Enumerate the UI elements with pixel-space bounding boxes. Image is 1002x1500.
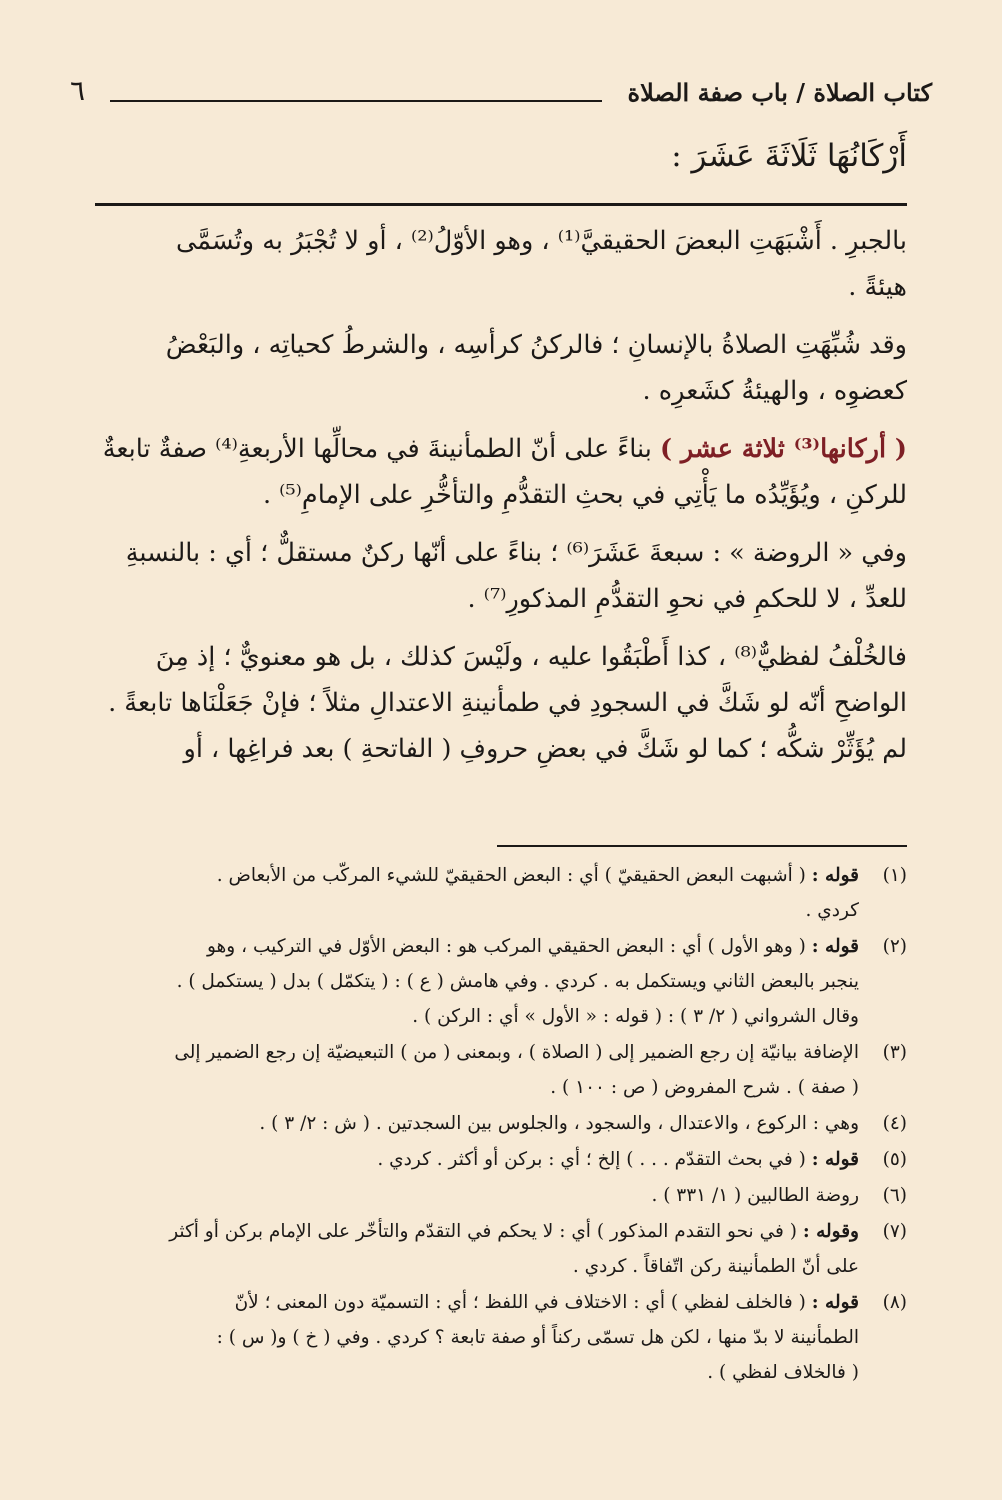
commentary-line: الواضحِ أنّه لو شَكَّ في السجودِ في طمأنينةِ الاعتدالِ مثلاً ؛ فإنْ جَعَلْنَاها تابعةً . xyxy=(108,688,907,718)
running-header xyxy=(70,74,932,114)
commentary-line: كعضوِه ، والهيئةُ كشَعرِه . xyxy=(642,376,907,406)
commentary-line: فالخُلْفُ لفظيٌّ⁽⁸⁾ ، كذا أَطْبَقُوا عليه ، ولَيْسَ كذلك ، بل هو معنويٌّ ؛ إذ مِنَ xyxy=(155,642,907,672)
commentary xyxy=(95,218,907,784)
commentary-line: وفي « الروضة » : سبعةَ عَشَرَ⁽⁶⁾ ؛ بناءً على أنّها ركنٌ مستقلٌّ ؛ أي : بالنسبةِ xyxy=(125,538,907,568)
footnote-number: (٤) xyxy=(882,1113,907,1134)
footnote-keyword: قوله : xyxy=(811,1149,859,1170)
footnote xyxy=(95,858,907,928)
footnote-text xyxy=(95,858,859,928)
footnote-line: ينجبر بالبعض الثاني ويستكمل به . كردي . وفي هامش ( ع ) : ( يتكمّل ) بدل ( يستكمل ) . xyxy=(176,971,859,992)
footnote-number: (٦) xyxy=(882,1185,907,1206)
footnotes xyxy=(95,858,907,1391)
footnote-line: وقال الشرواني ( ٢/ ٣ ) : ( قوله : « الأول » أي : الركن ) . xyxy=(412,1006,859,1027)
commentary-line: هيئةً . xyxy=(848,272,907,302)
footnote-number: (٨) xyxy=(882,1292,907,1313)
footnote-line: ( فالخلاف لفظي ) . xyxy=(707,1362,859,1383)
footnote-line: قوله : ( أشبهت البعض الحقيقيّ ) أي : البعض الحقيقيّ للشيء المركّب من الأبعاض . xyxy=(216,865,859,886)
footnote-keyword: قوله : xyxy=(811,1292,859,1313)
commentary-line: للركنِ ، ويُؤَيِّدُه ما يَأْتِي في بحثِ التقدُّمِ والتأخُّرِ على الإمامِ⁽⁵⁾ . xyxy=(262,480,907,510)
page-number: ٦ xyxy=(70,74,86,107)
footnote xyxy=(95,1285,907,1390)
commentary-line: بالجبرِ . أَشْبَهَتِ البعضَ الحقيقيَّ⁽¹⁾ ، وهو الأوّلُ⁽²⁾ ، أو لا تُجْبَرُ به وتُسَمَّى xyxy=(175,226,907,256)
commentary-line: وقد شُبِّهَتِ الصلاةُ بالإنسانِ ؛ فالركنُ كرأسِه ، والشرطُ كحياتِه ، والبَعْضُ xyxy=(165,330,907,360)
footnote-text xyxy=(95,1035,859,1105)
footnote-number: (٧) xyxy=(882,1221,907,1242)
footnote-text xyxy=(95,1142,859,1177)
commentary-line: للعدِّ ، لا للحكمِ في نحوِ التقدُّمِ المذكورِ⁽⁷⁾ . xyxy=(467,584,907,614)
running-title: كتاب الصلاة / باب صفة الصلاة xyxy=(627,78,932,107)
footnote-line: الطمأنينة لا بدّ منها ، لكن هل تسمّى ركناً أو صفة تابعة ؟ كردي . وفي ( خ ) و( س ) : xyxy=(216,1327,859,1348)
commentary-paragraph xyxy=(95,530,907,622)
footnote xyxy=(95,1106,907,1141)
footnote-line: كردي . xyxy=(805,900,859,921)
footnote-keyword: قوله : xyxy=(811,936,859,957)
commentary-line: بناءً على أنّ الطمأنينةَ في محالِّها الأربعةِ⁽⁴⁾ صفةٌ تابعةٌ xyxy=(102,434,660,464)
footnote-line: الإضافة بيانيّة إن رجع الضمير إلى ( الصلاة ) ، وبمعنى ( من ) التبعيضيّة إن رجع الضمير إلى xyxy=(174,1042,859,1063)
footnote-text xyxy=(95,1178,859,1213)
footnote-line: وقوله : ( في نحو التقدم المذكور ) أي : لا يحكم في التقدّم والتأخّر على الإمام بركن أو أكثر xyxy=(169,1221,859,1242)
commentary-paragraph xyxy=(95,218,907,310)
footnote-divider xyxy=(497,845,907,847)
footnote-line: ( صفة ) . شرح المفروض ( ص : ١٠٠ ) . xyxy=(550,1077,859,1098)
footnote-keyword: قوله : xyxy=(811,865,859,886)
footnote-line: قوله : ( وهو الأول ) أي : البعض الحقيقي المركب هو : البعض الأوّل في التركيب ، وهو xyxy=(206,936,859,957)
footnote xyxy=(95,1035,907,1105)
base-text-divider xyxy=(95,203,907,206)
commentary-line: لم يُؤَثِّرْ شكُّه ؛ كما لو شَكَّ في بعضِ حروفِ ( الفاتحةِ ) بعد فراغِها ، أو xyxy=(183,734,907,764)
footnote-line: على أنّ الطمأنينة ركن اتّفاقاً . كردي . xyxy=(572,1256,859,1277)
footnote-text xyxy=(95,1214,859,1284)
commentary-paragraph xyxy=(95,634,907,772)
footnote-number: (٥) xyxy=(882,1149,907,1170)
footnote-text xyxy=(95,929,859,1034)
footnote-line: روضة الطالبين ( ١/ ٣٣١ ) . xyxy=(651,1185,859,1206)
commentary-paragraph xyxy=(95,322,907,414)
footnote-line: وهي : الركوع ، والاعتدال ، والسجود ، والجلوس بين السجدتين . ( ش : ٢/ ٣ ) . xyxy=(259,1113,859,1134)
header-rule xyxy=(110,100,602,102)
footnote-number: (٢) xyxy=(882,936,907,957)
footnote xyxy=(95,1142,907,1177)
footnote-text xyxy=(95,1285,859,1390)
footnote-line: قوله : ( فالخلف لفظي ) أي : الاختلاف في اللفظ ؛ أي : التسميّة دون المعنى ؛ لأنّ xyxy=(234,1292,859,1313)
footnote xyxy=(95,1178,907,1213)
footnote-keyword: وقوله : xyxy=(802,1221,859,1242)
footnote-number: (١) xyxy=(882,865,907,886)
base-text-heading: أَرْكَانُهَا ثَلَاثَةَ عَشَرَ : xyxy=(671,138,907,174)
footnote-text xyxy=(95,1106,859,1141)
footnote-number: (٣) xyxy=(882,1042,907,1063)
footnote xyxy=(95,929,907,1034)
footnote-line: قوله : ( في بحث التقدّم . . . ) إلخ ؛ أي : بركن أو أكثر . كردي . xyxy=(377,1149,859,1170)
commentary-paragraph xyxy=(95,426,907,518)
footnote xyxy=(95,1214,907,1284)
quoted-base-text: ( أركانها⁽³⁾ ثلاثة عشر ) xyxy=(659,434,907,464)
